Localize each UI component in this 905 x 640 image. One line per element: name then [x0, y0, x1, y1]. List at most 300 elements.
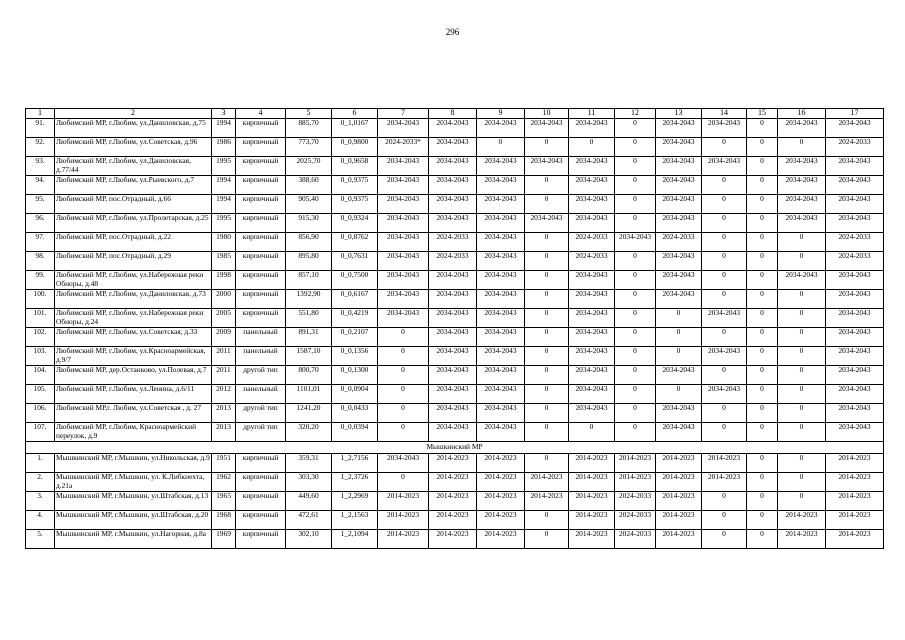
table-cell: 2034-2043: [378, 195, 429, 214]
table-cell: 2014-2023: [826, 454, 884, 473]
table-cell: 2034-2043: [525, 214, 569, 233]
table-cell: 1_2,2969: [332, 492, 378, 511]
table-cell: 472,61: [286, 511, 332, 530]
table-cell: 1951: [212, 454, 236, 473]
table-cell: другой тип: [236, 404, 286, 423]
table-cell: 0: [615, 176, 656, 195]
table-cell: 2034-2043: [826, 157, 884, 176]
table-cell: 0_0,1300: [332, 366, 378, 385]
table-cell: 0: [615, 271, 656, 290]
table-cell: 1985: [212, 252, 236, 271]
table-cell: 2034-2043: [826, 404, 884, 423]
table-cell: 2034-2043: [778, 119, 826, 138]
table-cell: 2014-2023: [656, 530, 702, 549]
table-cell: 0: [702, 195, 747, 214]
table-cell: 1969: [212, 530, 236, 549]
table-cell: 2034-2043: [569, 195, 615, 214]
table-cell: 2034-2043: [378, 309, 429, 328]
table-cell: 2.: [26, 473, 55, 492]
table-cell: 0: [747, 214, 778, 233]
table-cell: 2034-2043: [778, 195, 826, 214]
table-cell: 2034-2043: [826, 290, 884, 309]
address-cell: Мышкинский МР, г.Мышкин, ул.Штабская, д.13: [55, 492, 212, 511]
table-cell: 0: [747, 404, 778, 423]
table-cell: 2034-2043: [656, 176, 702, 195]
table-cell: 2034-2043: [569, 290, 615, 309]
table-cell: 2034-2043: [429, 404, 477, 423]
table-cell: 2034-2043: [656, 404, 702, 423]
table-cell: 0: [778, 233, 826, 252]
table-cell: 2034-2043: [378, 214, 429, 233]
table-cell: 0_0,6167: [332, 290, 378, 309]
table-row: [26, 385, 884, 404]
table-cell: 2034-2043: [778, 157, 826, 176]
table-cell: 0: [378, 404, 429, 423]
table-cell: 2034-2043: [656, 138, 702, 157]
table-cell: 0: [747, 271, 778, 290]
table-cell: 857,10: [286, 271, 332, 290]
table-cell: 1101,01: [286, 385, 332, 404]
table-cell: 2025,70: [286, 157, 332, 176]
table-cell: 2034-2043: [429, 328, 477, 347]
table-cell: 2034-2043: [569, 176, 615, 195]
table-cell: 1995: [212, 214, 236, 233]
table-cell: 0: [778, 454, 826, 473]
table-cell: 2034-2043: [429, 271, 477, 290]
table-cell: 800,70: [286, 366, 332, 385]
table-cell: 2034-2043: [477, 195, 525, 214]
table-cell: 2034-2043: [429, 385, 477, 404]
table-cell: 0: [747, 347, 778, 366]
table-cell: 2014-2023: [429, 454, 477, 473]
table-cell: 0_0,7631: [332, 252, 378, 271]
table-cell: 2034-2043: [477, 271, 525, 290]
table-cell: 2014-2023: [615, 454, 656, 473]
table-row: [26, 233, 884, 252]
table-cell: 2034-2043: [656, 271, 702, 290]
table-cell: 2014-2023: [477, 530, 525, 549]
table-cell: 2034-2043: [656, 157, 702, 176]
table-cell: 2034-2043: [826, 309, 884, 328]
address-cell: Мышкинский МР, г.Мышкин, ул.Штабская, д.20: [55, 511, 212, 530]
table-cell: 0: [778, 423, 826, 442]
table-cell: 2014-2023: [477, 492, 525, 511]
table-cell: 0: [702, 233, 747, 252]
table-cell: 2034-2043: [702, 385, 747, 404]
table-cell: 93.: [26, 157, 55, 176]
table-cell: 0: [747, 290, 778, 309]
address-cell: Любимский МР,г. Любим, ул.Советская , д. 27: [55, 404, 212, 423]
address-cell: Мышкинский МР, г.Мышкин, ул.Нагорная, д.8а: [55, 530, 212, 549]
table-cell: 2014-2023: [378, 530, 429, 549]
column-header: 7: [378, 109, 429, 119]
table-cell: 2014-2023: [429, 530, 477, 549]
table-row: [26, 309, 884, 328]
table-row: [26, 157, 884, 176]
address-cell: Любимский МР, г.Любим, ул.Пролетарская, д.25: [55, 214, 212, 233]
table-cell: 1587,10: [286, 347, 332, 366]
table-cell: 2014-2023: [778, 511, 826, 530]
table-cell: 0: [747, 119, 778, 138]
table-cell: 1_2,1563: [332, 511, 378, 530]
column-header: 15: [747, 109, 778, 119]
table-cell: 2034-2043: [429, 176, 477, 195]
table-cell: кирпичный: [236, 511, 286, 530]
table-cell: 2034-2043: [656, 214, 702, 233]
table-cell: 0_0,9658: [332, 157, 378, 176]
address-cell: Любимский МР, г.Любим, ул.Набережная реки Обноры, д.24: [55, 309, 212, 328]
table-cell: 1_2,1094: [332, 530, 378, 549]
column-header: 12: [615, 109, 656, 119]
table-cell: другой тип: [236, 423, 286, 442]
table-cell: 0: [656, 328, 702, 347]
table-cell: 0: [702, 138, 747, 157]
table-cell: 1.: [26, 454, 55, 473]
table-cell: 0: [702, 328, 747, 347]
table-cell: 104.: [26, 366, 55, 385]
table-cell: 0: [525, 385, 569, 404]
table-cell: 0: [747, 309, 778, 328]
table-cell: 359,31: [286, 454, 332, 473]
column-header: 1: [26, 109, 55, 119]
table-cell: 0: [615, 290, 656, 309]
table-cell: 2034-2043: [477, 404, 525, 423]
table-cell: 2024-2033: [569, 252, 615, 271]
table-cell: 2034-2043: [826, 366, 884, 385]
table-row: [26, 195, 884, 214]
table-cell: 2024-2033: [826, 233, 884, 252]
table-cell: 0: [525, 309, 569, 328]
table-cell: 2014-2023: [702, 454, 747, 473]
table-cell: 2034-2043: [656, 252, 702, 271]
table-cell: кирпичный: [236, 290, 286, 309]
table-cell: 2014-2023: [525, 492, 569, 511]
table-cell: 0: [778, 138, 826, 157]
table-cell: 2034-2043: [826, 347, 884, 366]
table-cell: 0: [747, 511, 778, 530]
table-cell: 0_1,0167: [332, 119, 378, 138]
table-cell: 2014-2023: [778, 530, 826, 549]
table-cell: 905,40: [286, 195, 332, 214]
table-cell: кирпичный: [236, 138, 286, 157]
table-cell: 2034-2043: [429, 347, 477, 366]
address-cell: Мышкинский МР, г.Мышкин, ул. К.Либкнехта, д.21а: [55, 473, 212, 492]
table-cell: 895,80: [286, 252, 332, 271]
table-cell: 0: [615, 195, 656, 214]
table-cell: 0: [525, 138, 569, 157]
table-cell: 0_0,9375: [332, 176, 378, 195]
table-cell: 2014-2023: [826, 530, 884, 549]
table-cell: кирпичный: [236, 233, 286, 252]
table-cell: 2034-2043: [477, 290, 525, 309]
table-cell: 0: [778, 328, 826, 347]
table-cell: 2034-2043: [826, 423, 884, 442]
table-cell: 0: [778, 492, 826, 511]
table-cell: 2034-2043: [826, 214, 884, 233]
table-row: [26, 214, 884, 233]
table-cell: 2034-2043: [826, 385, 884, 404]
table-cell: 0: [747, 176, 778, 195]
table-row: [26, 252, 884, 271]
table-cell: 103.: [26, 347, 55, 366]
column-header: 16: [778, 109, 826, 119]
table-cell: 0: [525, 176, 569, 195]
table-cell: 2034-2043: [569, 385, 615, 404]
table-cell: кирпичный: [236, 309, 286, 328]
table-cell: 2014-2023: [477, 454, 525, 473]
table-cell: 2024-2033: [615, 511, 656, 530]
table-cell: 856,90: [286, 233, 332, 252]
table-cell: 885,70: [286, 119, 332, 138]
table-cell: 2034-2043: [477, 119, 525, 138]
table-row: [26, 530, 884, 549]
table-cell: 2034-2043: [778, 271, 826, 290]
table-cell: 0: [615, 385, 656, 404]
table-cell: 2034-2043: [778, 214, 826, 233]
table-cell: 102.: [26, 328, 55, 347]
table-cell: кирпичный: [236, 195, 286, 214]
table-cell: 2034-2043: [525, 119, 569, 138]
table-cell: 0: [778, 473, 826, 492]
address-cell: Любимский МР, г.Любим, ул.Даниловская, д.77/44: [55, 157, 212, 176]
table-cell: 0_0,0433: [332, 404, 378, 423]
table-cell: 0: [525, 328, 569, 347]
table-cell: 0: [656, 309, 702, 328]
column-header: 17: [826, 109, 884, 119]
table-cell: 0: [747, 157, 778, 176]
table-cell: 2034-2043: [429, 157, 477, 176]
table-cell: 0_0,8762: [332, 233, 378, 252]
table-cell: 2034-2043: [525, 157, 569, 176]
table-cell: 2034-2043: [477, 385, 525, 404]
table-cell: 2014-2023: [477, 511, 525, 530]
table-cell: 2034-2043: [778, 176, 826, 195]
table-cell: 0: [525, 233, 569, 252]
table-cell: 100.: [26, 290, 55, 309]
table-cell: 2024-2033: [615, 492, 656, 511]
table-cell: 2024-2033: [656, 233, 702, 252]
table-cell: 1994: [212, 119, 236, 138]
table-cell: 2034-2043: [826, 195, 884, 214]
column-header: 10: [525, 109, 569, 119]
table-cell: 1998: [212, 271, 236, 290]
table-cell: 0: [378, 423, 429, 442]
table-cell: 101.: [26, 309, 55, 328]
table-cell: 2034-2043: [615, 233, 656, 252]
table-cell: 0: [702, 492, 747, 511]
table-cell: 98.: [26, 252, 55, 271]
address-cell: Любимский МР, г.Любим, ул.Даниловская, д.75: [55, 119, 212, 138]
address-cell: Любимский МР, г.Любим, ул.Набережная реки Обноры, д.48: [55, 271, 212, 290]
table-cell: 1980: [212, 233, 236, 252]
table-cell: 320,20: [286, 423, 332, 442]
table-cell: 2014-2023: [615, 473, 656, 492]
table-cell: кирпичный: [236, 492, 286, 511]
table-cell: 2013: [212, 404, 236, 423]
section-title: Мышкинский МР: [26, 442, 884, 454]
table-cell: 4.: [26, 511, 55, 530]
table-cell: 2034-2043: [477, 423, 525, 442]
address-cell: Любимский МР, г.Любим, Красноармейский переулок, д.9: [55, 423, 212, 442]
table-cell: 2034-2043: [378, 454, 429, 473]
table-cell: 2014-2023: [826, 473, 884, 492]
table-cell: 2034-2043: [477, 328, 525, 347]
table-cell: 2034-2043: [429, 423, 477, 442]
column-header: 9: [477, 109, 525, 119]
table-cell: 0_0,2107: [332, 328, 378, 347]
table-cell: 0: [778, 404, 826, 423]
table-cell: 2005: [212, 309, 236, 328]
table-cell: 2034-2043: [569, 404, 615, 423]
table-cell: 2034-2043: [378, 233, 429, 252]
table-cell: 2034-2043: [702, 119, 747, 138]
table-cell: кирпичный: [236, 473, 286, 492]
table-cell: 0: [747, 195, 778, 214]
table-cell: 105.: [26, 385, 55, 404]
table-cell: 2034-2043: [656, 366, 702, 385]
table-cell: 0: [702, 290, 747, 309]
table-body: [26, 119, 884, 549]
table-cell: 2034-2043: [477, 309, 525, 328]
table-cell: 2014-2023: [569, 511, 615, 530]
table-cell: 0: [615, 252, 656, 271]
table-cell: 2011: [212, 366, 236, 385]
table-cell: 2000: [212, 290, 236, 309]
table-cell: 0: [615, 157, 656, 176]
table-cell: 0: [778, 347, 826, 366]
table-cell: 0: [525, 347, 569, 366]
table-cell: 0: [778, 290, 826, 309]
table-cell: 2034-2043: [569, 271, 615, 290]
table-cell: 106.: [26, 404, 55, 423]
table-cell: 0: [615, 347, 656, 366]
table-row: [26, 119, 884, 138]
table-cell: 0: [525, 530, 569, 549]
table-cell: 0: [615, 138, 656, 157]
table-cell: 2034-2043: [477, 252, 525, 271]
table-cell: 2034-2043: [378, 271, 429, 290]
table-cell: панельный: [236, 347, 286, 366]
column-header: 8: [429, 109, 477, 119]
table-cell: 0: [525, 366, 569, 385]
table-cell: 551,80: [286, 309, 332, 328]
table-cell: кирпичный: [236, 119, 286, 138]
table-cell: 2014-2023: [656, 511, 702, 530]
table-cell: 2024-2033: [429, 233, 477, 252]
table-cell: 1962: [212, 473, 236, 492]
table-cell: 2034-2043: [826, 176, 884, 195]
table-cell: 0: [615, 328, 656, 347]
table-cell: 2034-2043: [477, 233, 525, 252]
table-cell: 2034-2043: [569, 366, 615, 385]
table-cell: 0: [525, 252, 569, 271]
table-cell: 0: [525, 454, 569, 473]
table-cell: 0: [702, 511, 747, 530]
table-cell: 2034-2043: [378, 176, 429, 195]
table-cell: кирпичный: [236, 252, 286, 271]
table-cell: 91.: [26, 119, 55, 138]
table-cell: 0: [702, 530, 747, 549]
address-cell: Любимский МР, г.Любим, ул.Советская, д.96: [55, 138, 212, 157]
table-cell: 302,10: [286, 530, 332, 549]
table-cell: панельный: [236, 385, 286, 404]
table-cell: 0: [747, 530, 778, 549]
table-cell: 2014-2023: [429, 492, 477, 511]
table-cell: 2034-2043: [378, 119, 429, 138]
table-cell: 2014-2023: [569, 454, 615, 473]
table-cell: 2024-2033: [826, 138, 884, 157]
table-cell: панельный: [236, 328, 286, 347]
table-row: [26, 271, 884, 290]
table-cell: 2034-2043: [826, 119, 884, 138]
table-cell: кирпичный: [236, 176, 286, 195]
table-cell: 0: [778, 385, 826, 404]
table-cell: 0: [747, 454, 778, 473]
table-cell: 1994: [212, 195, 236, 214]
table-cell: 2034-2043: [429, 138, 477, 157]
table-cell: 2034-2043: [378, 157, 429, 176]
table-cell: 2014-2023: [656, 454, 702, 473]
table-cell: 0: [747, 252, 778, 271]
table-cell: 2034-2043: [429, 119, 477, 138]
table-row: [26, 423, 884, 442]
table-cell: 0: [569, 423, 615, 442]
table-cell: 1_2,7156: [332, 454, 378, 473]
table-cell: 0: [747, 233, 778, 252]
table-cell: 2034-2043: [477, 366, 525, 385]
table-cell: 891,31: [286, 328, 332, 347]
table-cell: 0: [778, 252, 826, 271]
table-cell: 94.: [26, 176, 55, 195]
column-number-row: [26, 109, 884, 119]
table-cell: 2014-2023: [525, 473, 569, 492]
table-cell: 2014-2023: [569, 492, 615, 511]
table-cell: 2014-2023: [429, 473, 477, 492]
table-cell: 2014-2023: [826, 492, 884, 511]
table-cell: 0: [525, 195, 569, 214]
table-cell: 0_0,9324: [332, 214, 378, 233]
table-cell: 0: [525, 423, 569, 442]
table-cell: 2034-2043: [429, 195, 477, 214]
table-row: [26, 290, 884, 309]
table-cell: 96.: [26, 214, 55, 233]
table-cell: 0: [702, 404, 747, 423]
table-cell: 2024-2033: [615, 530, 656, 549]
table-cell: 0: [525, 290, 569, 309]
table-cell: 2034-2043: [656, 119, 702, 138]
table-cell: 773,70: [286, 138, 332, 157]
column-header: 5: [286, 109, 332, 119]
table-cell: 0: [569, 138, 615, 157]
table-cell: 0: [615, 119, 656, 138]
address-cell: Мышкинский МР, г.Мышкин, ул.Никольская, д.9: [55, 454, 212, 473]
table-row: [26, 473, 884, 492]
table-cell: 2034-2043: [569, 309, 615, 328]
table-cell: 2034-2043: [477, 214, 525, 233]
table-cell: 2034-2043: [569, 214, 615, 233]
table-cell: 2024-2033: [429, 252, 477, 271]
table-cell: 0: [615, 423, 656, 442]
table-cell: 0: [747, 423, 778, 442]
table-row: [26, 176, 884, 195]
table-cell: кирпичный: [236, 157, 286, 176]
table-cell: 2024-2033: [826, 252, 884, 271]
table-cell: 2034-2043: [429, 214, 477, 233]
column-header: 4: [236, 109, 286, 119]
table-row: [26, 138, 884, 157]
column-header: 2: [55, 109, 212, 119]
table-cell: 0: [477, 138, 525, 157]
